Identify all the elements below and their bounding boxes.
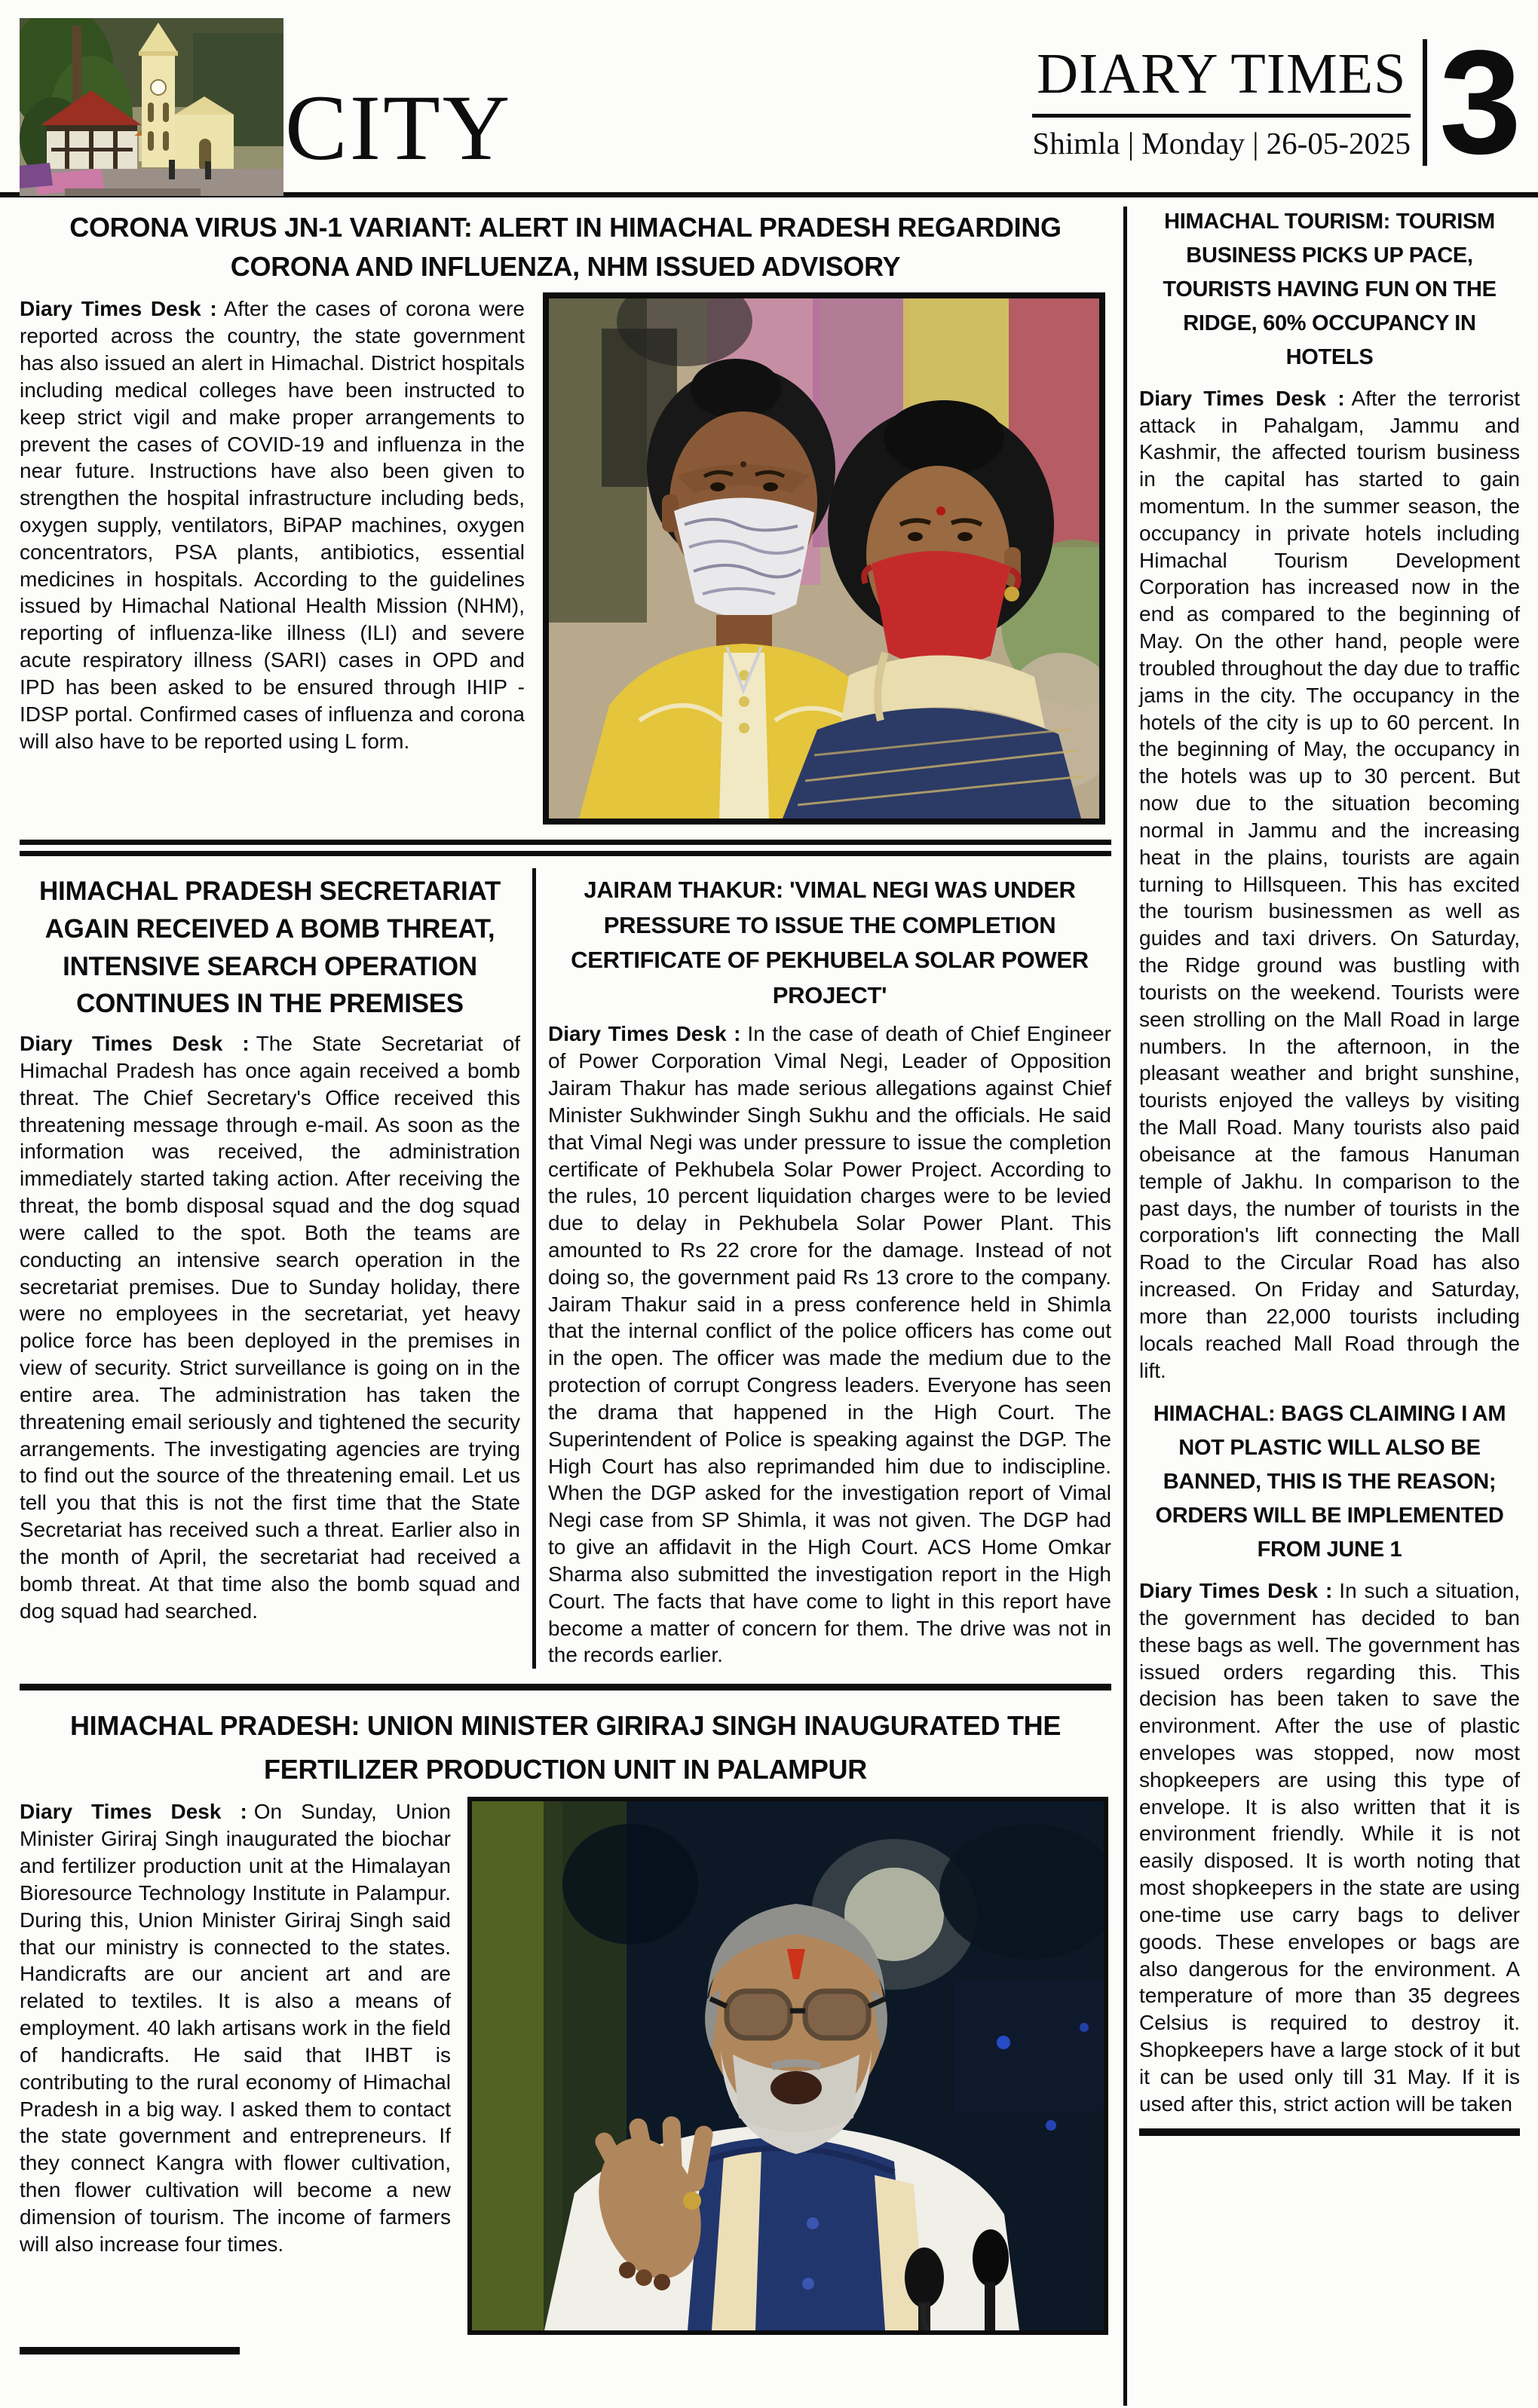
article-tourism-body xyxy=(1139,385,1520,1385)
masthead-dateline: Shimla | Monday | 26-05-2025 xyxy=(1032,125,1411,161)
article-tourism-text: After the terrorist attack in Pahalgam, Jammu and Kashmir, the affected tourism business in the capital has started to gain momentum. In the summer season, the occupancy in private hotels including Himachal Tourism Development Corporation has increased now in the end as compared to the beginning of May. On the other hand, people were troubled throughout the day due to traffic jams in the city. The occupancy in the hotels of the city is up to 60 percent. In the beginning of May, the occupancy in the hotels was up to 30 percent. But now due to the situation becoming normal in Jammu and the increasing heat in the plains, tourists are again turning to Hillsqueen. This has excited the tourism businessmen as well as guides and taxi drivers. On Saturday, the Ridge ground was bustling with tourists on the weekend. Tourists were seen strolling on the Mall Road in large numbers. In the afternoon, in the pleasant weather and bright sunshine, tourists enjoyed the valleys by visiting the Mall Road. Many tourists also paid obeisance at the famous Hanuman temple of Jakhu. In comparison to the past days, the number of tourists in the corporation's lift connecting the Mall Road to the Circular Road has also increased. On Friday and Saturday, more than 22,000 tourists including locals reached Mall Road through the lift. xyxy=(1139,386,1520,1382)
article-corona-headline: CORONA VIRUS JN-1 VARIANT: ALERT IN HIMACHAL PRADESH REGARDING CORONA AND INFLUENZA, NHM ISSUED ADVISORY xyxy=(69,212,1062,283)
main-content xyxy=(0,197,1538,2406)
article-jairam-headline: JAIRAM THAKUR: 'VIMAL NEGI WAS UNDER PRESSURE TO ISSUE THE COMPLETION CERTIFICATE OF PEKHUBELA SOLAR POWER PROJECT' xyxy=(571,877,1089,1008)
article-giriraj-headline: HIMACHAL PRADESH: UNION MINISTER GIRIRAJ SINGH INAUGURATED THE FERTILIZER PRODUCTION UNIT IN PALAMPUR xyxy=(69,1710,1062,1785)
right-column-bottom-rule xyxy=(1139,2128,1520,2136)
byline-label: Diary Times Desk : xyxy=(20,297,217,321)
bottom-partial-rule xyxy=(20,2347,240,2354)
masthead-vertical-divider xyxy=(1423,39,1427,166)
shimla-church-illustration xyxy=(20,18,283,196)
photo-two-women-masks xyxy=(543,292,1105,825)
article-tourism xyxy=(1139,205,1520,1384)
double-rule-divider xyxy=(20,840,1111,856)
article-plastic-bags xyxy=(1139,1397,1520,2117)
masthead-title: DIARY TIMES xyxy=(1037,41,1407,106)
byline-label: Diary Times Desk : xyxy=(20,1800,247,1824)
article-plastic-bags-body xyxy=(1139,1577,1520,2118)
article-bomb-threat xyxy=(20,864,520,1669)
masthead-divider xyxy=(1032,114,1411,118)
section-title: CITY xyxy=(285,76,513,179)
article-jairam xyxy=(548,864,1111,1669)
article-bomb-threat-headline: HIMACHAL PRADESH SECRETARIAT AGAIN RECEIVED A BOMB THREAT, INTENSIVE SEARCH OPERATION CONTINUES IN THE PREMISES xyxy=(39,877,501,1019)
photo-giriraj-singh xyxy=(467,1797,1108,2335)
article-plastic-bags-headline: HIMACHAL: BAGS CLAIMING I AM NOT PLASTIC WILL ALSO BE BANNED, THIS IS THE REASON; ORDERS WILL BE IMPLEMENTED FROM JUNE 1 xyxy=(1153,1402,1506,1562)
byline-label: Diary Times Desk : xyxy=(548,1022,741,1046)
article-bomb-threat-text: The State Secretariat of Himachal Pradesh has once again received a bomb threat. The Chief Secretary's Office received this threatening message through e-mail. As soon as the information was received, the administration immediately started taking action. After receiving the threat, the bomb disposal squad and the dog squad were called to the spot. Both the teams are conducting an intensive search operation in the secretariat premises. Due to Sunday holiday, there were no employees in the secretariat, yet heavy police force has been deployed in the premises in view of security. Strict surveillance is going on in the entire area. The administration has taken the threatening email seriously and tightened the security arrangements. The investigating agencies are trying to find out the source of the threatening email. Let us tell you that this is not the first time that the State Secretariat has received such a threat. Earlier also in the month of April, the secretariat had received a bomb threat. At that time also the bomb squad and dog squad had searched. xyxy=(20,1032,520,1623)
article-corona xyxy=(20,208,1111,825)
right-column xyxy=(1139,197,1520,2406)
masthead xyxy=(1032,20,1518,185)
giriraj-singh-illustration xyxy=(472,1801,1104,2330)
article-giriraj-body xyxy=(20,1797,451,2335)
column-divider xyxy=(532,868,536,1669)
article-giriraj-text: On Sunday, Union Minister Giriraj Singh inaugurated the biochar and fertilizer production unit at the Himalayan Bioresource Technology Institute in Palampur. During this, Union Minister Giriraj Singh said that our ministry is connected to the states. Handicrafts are our ancient art and are related to textiles. It is also a means of employment. 40 lakh artisans work in the field of handicrafts. He said that IHBT is contributing to the rural economy of Himachal Pradesh in a big way. I asked them to contact the state government and entrepreneurs. If they connect Kangra with flower cultivation, then flower cultivation will become a new dimension of tourism. The income of farmers will also increase four times. xyxy=(20,1800,451,2256)
header-photo-shimla-church xyxy=(20,18,283,196)
byline-label: Diary Times Desk : xyxy=(1139,386,1345,410)
article-corona-body xyxy=(20,292,525,825)
page-number: 3 xyxy=(1438,20,1518,185)
byline-label: Diary Times Desk : xyxy=(20,1032,250,1056)
byline-label: Diary Times Desk : xyxy=(1139,1579,1333,1603)
article-tourism-headline: HIMACHAL TOURISM: TOURISM BUSINESS PICKS UP PACE, TOURISTS HAVING FUN ON THE RIDGE, 60% OCCUPANCY IN HOTELS xyxy=(1163,210,1497,369)
article-corona-text: After the cases of corona were reported across the country, the state government has also issued an alert in Himachal. District hospitals including medical colleges have been instructed to keep strict vigil and make proper arrangements to prevent the cases of COVID-19 and influenza in the near future. Instructions have also been given to strengthen the hospital infrastructure including beds, oxygen supply, ventilators, BiPAP machines, oxygen concentrators, PSA plants, antibiotics, essential medicines in hospitals. According to the guidelines issued by Himachal National Health Mission (NHM), reporting of influenza-like illness (ILI) and severe acute respiratory illness (SARI) cases in OPD and IPD has been asked to be ensured through IHIP - IDSP portal. Confirmed cases of influenza and corona will also have to be reported using L form. xyxy=(20,297,525,753)
article-plastic-bags-text: In such a situation, the government has decided to ban these bags as well. The government has issued orders regarding this. This decision has been taken to save the environment. After the use of plastic envelopes was stopped, now most shopkeepers are using this type of envelope. It is also written that it is environment friendly. While it is not easily disposed. It is worth noting that most shopkeepers in the state are using one-time use carry bags to deliver goods. These envelopes or bags are also dangerous for the environment. A temperature of more than 35 degrees Celsius is required to destroy it. Shopkeepers have a large stock of it but it can be used only till 31 May. If it is used after this, strict action will be taken xyxy=(1139,1579,1520,2116)
section-rule xyxy=(20,1684,1111,1690)
main-column-divider xyxy=(1123,207,1127,2406)
article-giriraj xyxy=(20,1704,1111,2354)
article-bomb-threat-body xyxy=(20,1030,520,1624)
article-jairam-body xyxy=(548,1020,1111,1669)
page-header xyxy=(0,0,1538,190)
article-jairam-text: In the case of death of Chief Engineer of Power Corporation Vimal Negi, Leader of Opposition Jairam Thakur has made serious allegations against Chief Minister Sukhwinder Singh Sukhu and the officials. He said that Vimal Negi was under pressure to issue the completion certificate of Pekhubela Solar Power Project. According to the rules, 10 percent liquidation charges were to be levied due to delay in Pekhubela Solar Power Plant. This amounted to Rs 22 crore for the damage. Instead of not doing so, the government paid Rs 13 crore to the company. Jairam Thakur said in a press conference held in Shimla that the internal conflict of the police officers has come out in the open. The officer was made the medium due to the protection of corrupt Congress leaders. Everyone has seen the drama that happened in the High Court. The Superintendent of Police is speaking against the DGP. The High Court has also reprimanded him due to indiscipline. When the DGP asked for the investigation report of Vimal Negi case from SP Shimla, it was not given. The DGP had to give an affidavit in the High Court. ACS Home Omkar Sharma also submitted the investigation report in the High Court. The facts that have come to light in this report have become a matter of concern for them. The drive was not in the records earlier. xyxy=(548,1022,1112,1667)
two-women-masks-illustration xyxy=(549,298,1099,818)
